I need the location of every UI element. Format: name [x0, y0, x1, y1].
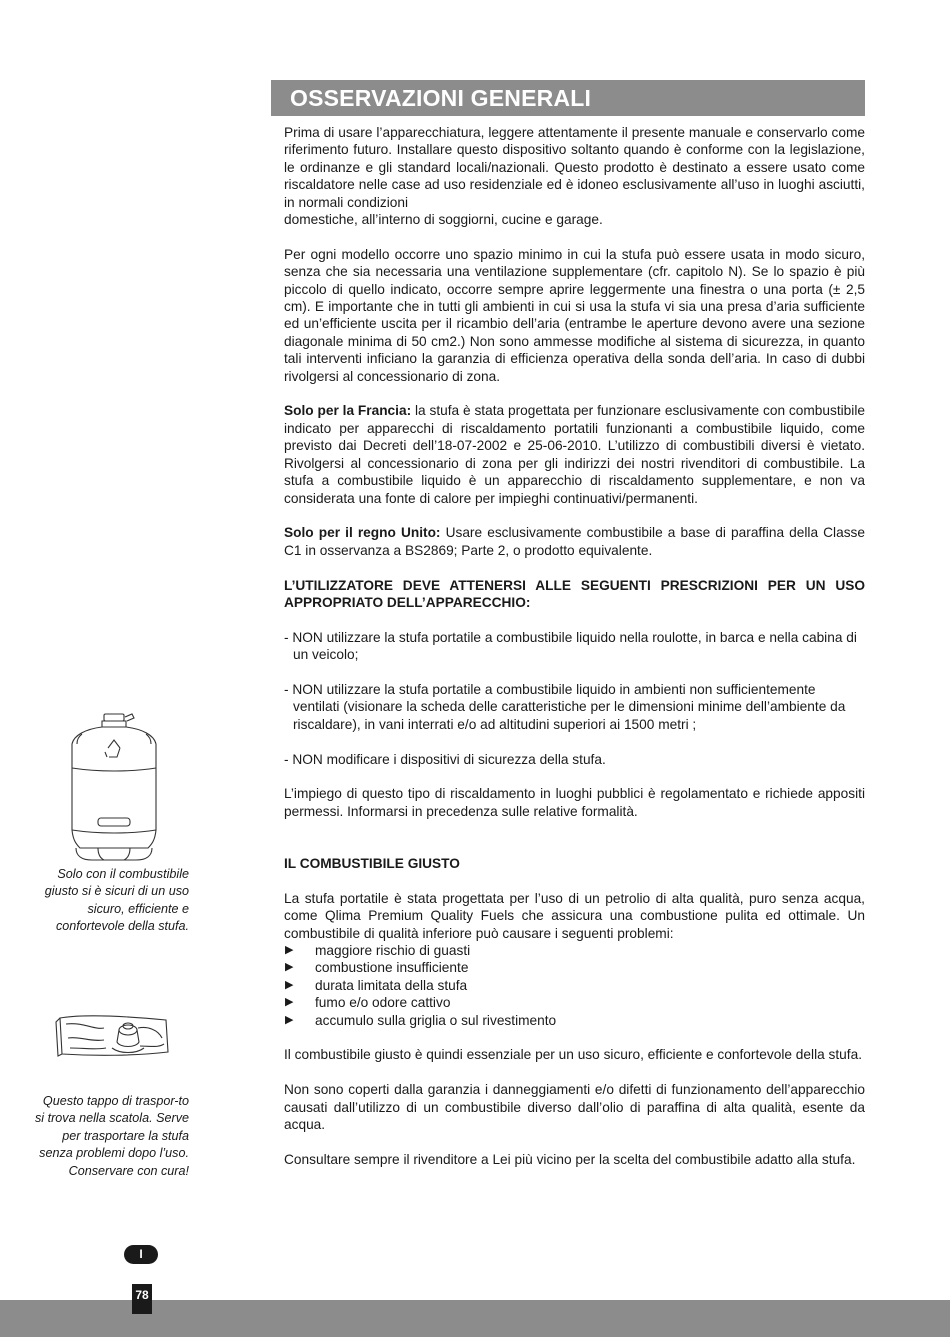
- list-item: ▶ maggiore rischio di guasti: [285, 942, 471, 958]
- uk-text: Usare esclusivamente combustibile a base di paraffina della Classe C1 in osservanza a BS2869; Parte 2, o prodotto equivalente.: [284, 525, 865, 558]
- prescription-item: - NON modificare i dispositivi di sicurezza della stufa.: [284, 751, 606, 767]
- intro-text-end: domestiche, all’interno di soggiorni, cucine e garage.: [284, 212, 603, 228]
- fuel-tank-caption: Solo con il combustibile giusto si è sicuri di un uso sicuro, efficiente e confortevole della stufa.: [44, 867, 189, 934]
- fuel-heading: IL COMBUSTIBILE GIUSTO: [284, 855, 460, 871]
- prescription-item: - NON utilizzare la stufa portatile a combustibile liquido nella roulotte, in barca e nella cabina di un veicolo;: [284, 629, 857, 663]
- section-title-bar: [271, 80, 865, 116]
- list-item: ▶ durata limitata della stufa: [285, 977, 468, 993]
- main-content: [284, 124, 865, 1186]
- prescriptions-heading: L’UTILIZZATORE DEVE ATTENERSI ALLE SEGUENTI PRESCRIZIONI PER UN USO APPROPRIATO DELL’APPARECCHIO:: [284, 577, 865, 610]
- intro-paragraph-end: [284, 211, 865, 228]
- france-paragraph: [284, 402, 865, 506]
- page-number: 78: [132, 1284, 152, 1314]
- dealer-paragraph: Consultare sempre il rivenditore a Lei più vicino per la scelta del combustibile adatto alla stufa.: [284, 1151, 856, 1167]
- fuel-essential-paragraph: Il combustibile giusto è quindi essenziale per un uso sicuro, efficiente e confortevole della stufa.: [284, 1047, 863, 1063]
- uk-label: Solo per il regno Unito:: [284, 525, 441, 541]
- france-label: Solo per la Francia:: [284, 403, 412, 419]
- fuel-problems-list: [284, 942, 865, 1029]
- transport-cap-illustration: [54, 1008, 174, 1062]
- page-title: OSSERVAZIONI GENERALI: [290, 85, 592, 111]
- language-badge: I: [124, 1245, 158, 1264]
- prescription-item: - NON utilizzare la stufa portatile a combustibile liquido in ambienti non sufficientemente ventilati (visionare la scheda delle caratteristiche per le dimensioni minime dell’ambiente da riscaldare), in vani interrati e/o ad altitudini superiori ai 1500 metri ;: [284, 681, 846, 732]
- transport-cap-caption: Questo tappo di traspor-to si trova nella scatola. Serve per trasportare la stufa senza problemi dopo l’uso. Conservare con cura!: [35, 1094, 189, 1178]
- list-item: ▶ combustione insufficiente: [285, 960, 469, 976]
- ventilation-paragraph: Per ogni modello occorre uno spazio minimo in cui la stufa può essere usata in modo sicuro, senza che sia necessaria una ventilazione supplementare (cfr. capitolo N). Se lo spazio è più piccolo di quello indicato, occorre sempre aprire leggermente una finestra o una porta (± 2,5 cm). E importante che in tutti gli ambienti in cui si usa la stufa vi sia una presa d’aria sufficiente ed un’efficiente uscita per il ricambio dell’aria (entrambe le aperture devono avere una sezione diagonale minima di 50 cm2.) Non sono ammesse modifiche al sistema di sicurezza, in quanto tali interventi inficiano la garanzia di efficienza operativa della sonda dell’aria. In caso di dubbi rivolgersi al concessionario di zona.: [284, 246, 865, 384]
- list-item: ▶ accumulo sulla griglia o sul rivestimento: [285, 1012, 557, 1028]
- france-text: la stufa è stata progettata per funzionare esclusivamente con combustibile indicato per apparecchi di riscaldamento portatili funzionanti a combustibile liquido, come previsto dai Decreti dell’18-07-2002 e 25-06-2010. L’utilizzo di combustibili diversi è vietato. Rivolgersi al concessionario di zona per gli indirizzi dei nostri rivenditori di combustibile. La stufa a combustibile liquido è un apparecchio di riscaldamento supplementare, e non va considerata una fonte di calore per impieghi continuativi/permanenti.: [284, 403, 865, 506]
- fuel-tank-illustration: [68, 712, 160, 864]
- arrow-bullet-icon: ▶: [285, 978, 294, 991]
- list-item: ▶ fumo e/o odore cattivo: [285, 995, 451, 1011]
- arrow-bullet-icon: ▶: [285, 961, 294, 974]
- prescriptions-note: L’impiego di questo tipo di riscaldamento in luoghi pubblici è regolamentato e richiede appositi permessi. Informarsi in precedenza sulle relative formalità.: [284, 786, 865, 819]
- intro-text: Prima di usare l’apparecchiatura, leggere attentamente il presente manuale e conservarlo come riferimento futuro. Installare questo dispositivo soltanto quando è conforme con la legislazione, le ordinanze e gli standard locali/nazionali. Questo prodotto è destinato a essere usato come riscaldatore nelle case ad uso residenziale ed è idoneo esclusivamente all’uso in luoghi asciutti, in normali condizioni: [284, 125, 865, 210]
- arrow-bullet-icon: ▶: [285, 1013, 294, 1026]
- intro-paragraph: [284, 124, 865, 211]
- warranty-paragraph: Non sono coperti dalla garanzia i danneggiamenti e/o difetti di funzionamento dell’apparecchio causati dall’utilizzo di un combustibile diverso dall’olio di paraffina di alta qualità, esente da acqua.: [284, 1082, 865, 1132]
- uk-paragraph: [284, 524, 865, 559]
- arrow-bullet-icon: ▶: [285, 996, 294, 1009]
- fuel-intro: La stufa portatile è stata progettata per l’uso di un petrolio di alta qualità, puro senza acqua, come Qlima Premium Quality Fuels che assicura una combustione pulita ed ottimale. Un combustibile di qualità inferiore può causare i seguenti problemi:: [284, 890, 865, 941]
- arrow-bullet-icon: ▶: [285, 943, 294, 956]
